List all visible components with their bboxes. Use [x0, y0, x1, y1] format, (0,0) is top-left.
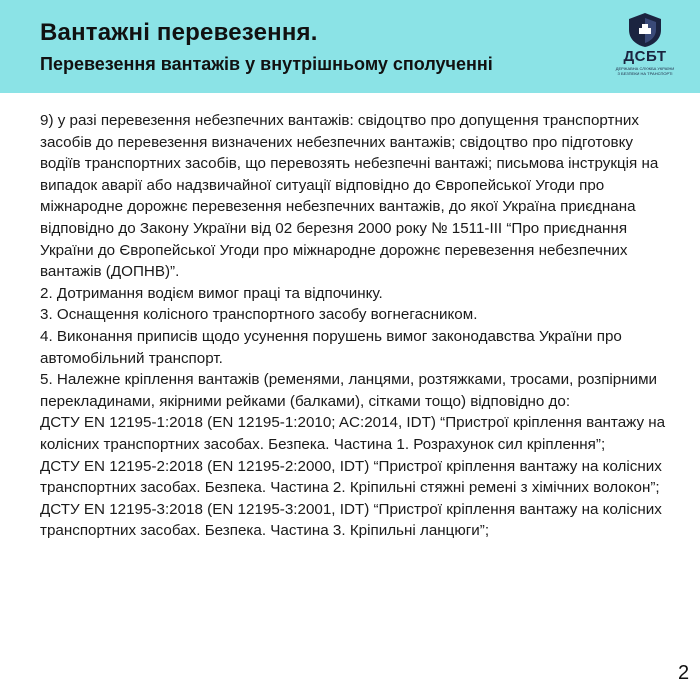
header-banner [0, 0, 700, 93]
document-body [40, 110, 670, 542]
logo-caption: ДЕРЖАВНА СЛУЖБА УКРАЇНИ З БЕЗПЕКИ НА ТРАНСПОРТІ [615, 66, 675, 76]
standard-en-12195-3: ДСТУ EN 12195-3:2018 (EN 12195-3:2001, IDT) “Пристрої кріплення вантажу на колісних транспортних засобах. Безпека. Частина 3. Кріпильні ланцюги”; [40, 500, 662, 540]
paragraph-4-orders: 4. Виконання приписів щодо усунення порушень вимог законодавства України про автомобільний транспорт. [40, 327, 622, 367]
page-title: Вантажні перевезення. [40, 19, 318, 46]
paragraph-5-cargo-securing: 5. Належне кріплення вантажів (ременями, ланцями, розтяжками, тросами, розпірними перекладинами, якірними рейками (балками), сітками тощо) відповідно до: [40, 371, 658, 410]
shield-icon [624, 12, 666, 48]
logo-text: ДСБТ [623, 48, 667, 65]
paragraph-2-work-rest: 2. Дотримання водієм вимог праці та відпочинку. [40, 284, 383, 302]
standard-en-12195-1: ДСТУ EN 12195-1:2018 (EN 12195-1:2010; AC:2014, IDT) “Пристрої кріплення вантажу на колісних транспортних засобах. Безпека. Частина 1. Розрахунок сил кріплення”; [40, 414, 666, 453]
paragraph-3-fire-extinguisher: 3. Оснащення колісного транспортного засобу вогнегасником. [40, 306, 478, 324]
paragraph-9-dangerous-goods: 9) у разі перевезення небезпечних вантажів: свідоцтво про допущення транспортних засобів до перевезення визначених небезпечних вантажів; свідоцтво про підготовку водіїв транспортних засобів, що перевозять небезпечні вантажі; письмова інструкція на випадок аварії або надзвичайної ситуації відповідно до Європейської Угоди про міжнародне дорожнє перевезення небезпечних вантажів, до якої Україна приєднана відповідно до Закону України від 02 березня 2000 року № 1511-III “Про приєднання України до Європейської Угоди про міжнародне дорожнє перевезення небезпечних вантажів (ДОПНВ)”. [40, 112, 659, 281]
standard-en-12195-2: ДСТУ EN 12195-2:2018 (EN 12195-2:2000, IDT) “Пристрої кріплення вантажу на колісних транспортних засобах. Безпека. Частина 2. Кріпильні стяжні ремені з хімічних волокон”; [40, 457, 662, 497]
dsbt-logo [611, 12, 679, 88]
page-subtitle: Перевезення вантажів у внутрішньому сполученні [40, 54, 493, 74]
page-number: 2 [678, 662, 690, 684]
